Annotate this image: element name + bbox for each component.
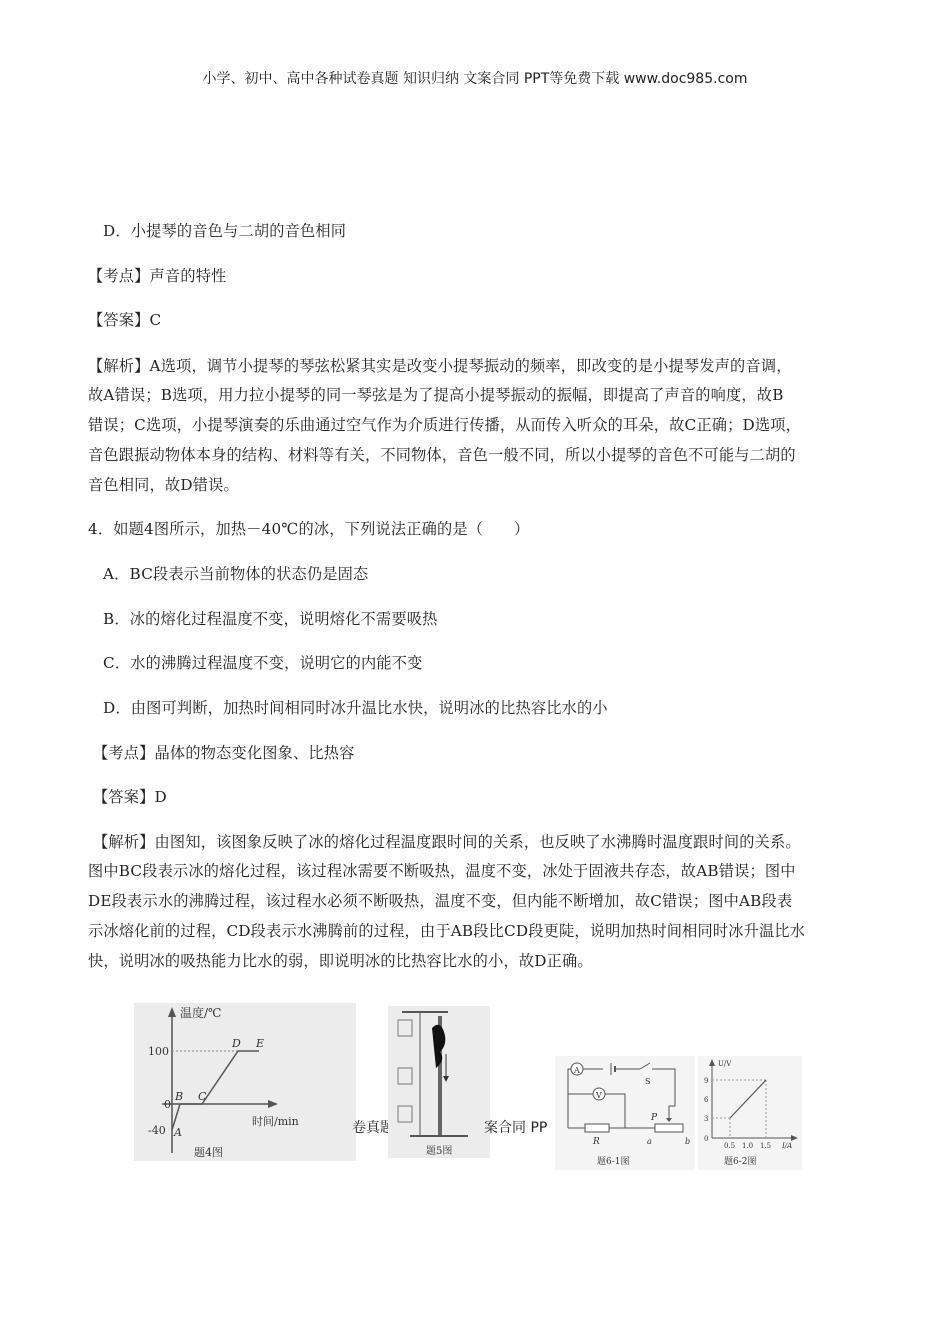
figure-label: 时间/min [252,1115,299,1128]
q4-stem: 4．如题4图所示，加热－40℃的冰，下列说法正确的是（ ） [88,520,530,538]
q4-analysis-line: 图中BC段表示冰的熔化过程，该过程冰需要不断吸热，温度不变，冰处于固液共存态，故AB错误；图中 [88,862,796,880]
figure-label: 题6-1图 [597,1157,630,1167]
figure-label: 9 [704,1077,709,1085]
figure-label: 6 [704,1096,709,1104]
figure-label: A [174,1126,182,1139]
figure-label: -40 [148,1124,166,1137]
q3-analysis-line: 错误；C选项，小提琴演奏的乐曲通过空气作为介质进行传播，从而传入听众的耳朵，故C正确；D选项， [88,416,802,434]
figure-label: 3 [704,1115,709,1123]
figure-label: V [596,1091,602,1100]
figure-4-temperature-graph [134,1003,356,1161]
q4-analysis-line: 【解析】由图知，该图象反映了冰的熔化过程温度跟时间的关系，也反映了水沸腾时温度跟时间的关系。 [93,833,801,851]
figure-label: 1.5 [760,1142,772,1150]
figure-label: 0 [704,1135,709,1143]
figure-label: R [593,1137,600,1147]
q3-analysis-line: 【解析】A选项，调节小提琴的琴弦松紧其实是改变小提琴振动的频率，即改变的是小提琴发声的音调， [88,357,792,375]
q4-option-b: B．冰的熔化过程温度不变，说明熔化不需要吸热 [103,610,438,628]
q4-analysis-line: 示冰熔化前的过程，CD段表示水沸腾前的过程，由于AB段比CD段更陡，说明加热时间相同时冰升温比水 [88,922,806,940]
figure-label: P [651,1113,658,1123]
q4-option-d: D．由图可判断，加热时间相同时冰升温比水快，说明冰的比热容比水的小 [103,699,608,717]
watermark-fragment: 案合同 PP [484,1120,548,1136]
figure-6-1-circuit [555,1056,695,1170]
figure-6-2-uI-graph [698,1056,802,1170]
q4-option-c: C．水的沸腾过程温度不变，说明它的内能不变 [103,654,423,672]
q4-analysis-line: 快，说明冰的吸热能力比水的弱，即说明冰的比热容比水的小，故D正确。 [88,952,593,970]
figure-label: C [198,1090,207,1103]
figure-label: E [256,1037,265,1050]
q3-analysis-line: 音色跟振动物体本身的结构、材料等有关，不同物体，音色一般不同，所以小提琴的音色不可能与二胡的 [88,446,796,464]
q3-analysis-line: 故A错误；B选项，用力拉小提琴的同一琴弦是为了提高小提琴振动的振幅，即提高了声音的响度，故B [88,386,784,404]
q3-analysis-line: 音色相同，故D错误。 [88,476,239,494]
figure-label: S [645,1077,651,1086]
figure-label: 温度/℃ [180,1006,222,1020]
figure-label: I/A [782,1142,793,1150]
figure-label: 题6-2图 [724,1157,757,1167]
page-header: 小学、初中、高中各种试卷真题 知识归纳 文案合同 PPT等免费下载 www.doc985.com [202,71,748,87]
figure-label: D [232,1037,241,1050]
figure-5-climbing-pole [388,1006,490,1158]
figure-label: 0.5 [724,1142,736,1150]
q3-answer: 【答案】C [88,311,162,329]
figure-label: 1.0 [742,1142,754,1150]
q4-answer: 【答案】D [93,788,167,806]
q4-option-a: A．BC段表示当前物体的状态仍是固态 [103,565,369,583]
q4-analysis-line: DE段表示水的沸腾过程，该过程水必须不断吸热，温度不变，但内能不断增加，故C错误；图中AB段表 [88,892,793,910]
figure-label: 题4图 [194,1146,223,1159]
q3-kaodian: 【考点】声音的特性 [88,267,227,285]
figure-label: 100 [148,1045,169,1058]
figure-label: 0 [164,1098,171,1111]
q3-option-d: D．小提琴的音色与二胡的音色相同 [103,222,347,240]
figure-label: a [647,1137,652,1146]
figure-label: 题5图 [426,1146,453,1157]
figure-label: B [175,1090,184,1103]
q4-kaodian: 【考点】晶体的物态变化图象、比热容 [93,744,355,762]
figure-label: b [685,1137,691,1146]
watermark-fragment: 卷真题 [352,1120,394,1136]
figure-label: A [574,1066,580,1075]
figure-label: U/V [718,1060,732,1068]
